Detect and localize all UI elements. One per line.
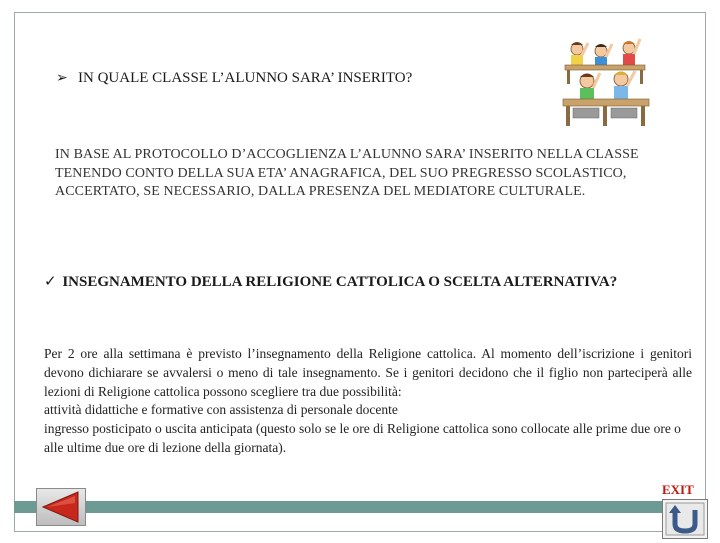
- exit-link[interactable]: EXIT: [662, 482, 694, 497]
- classroom-children-icon: [557, 33, 653, 129]
- bottom-bar: [14, 501, 706, 513]
- answer-class-placement: IN BASE AL PROTOCOLLO D’ACCOGLIENZA L’ALUNNO SARA’ INSERITO NELLA CLASSE TENENDO CONTO DELLA SUA ETA’ ANAGRAFICA, DEL SUO PREGRESSO SCOLASTICO, ACCERTATO, SE NECESSARIO, DALLA PRESENZA DEL MEDIATORE CULTURALE.: [55, 147, 639, 199]
- question-class-placement: [56, 70, 412, 87]
- question-religion: [44, 272, 644, 293]
- back-button[interactable]: [36, 488, 86, 526]
- answer-paragraph: Per 2 ore alla settimana è previsto l’insegnamento della Religione cattolica. Al momento dell’iscrizione i genitori devono dichiarare se avvalersi o meno di tale insegnamento. Se i genitori decidono che il figlio non parteciperà alle lezioni di Religione cattolica possono scegliere tra due possibilità:: [44, 346, 692, 399]
- return-button[interactable]: [662, 499, 708, 539]
- u-turn-return-icon: [663, 500, 707, 538]
- option-activities: attività didattiche e formative con assistenza di personale docente: [44, 402, 398, 418]
- question-text: IN QUALE CLASSE L’ALUNNO SARA’ INSERITO?: [78, 70, 413, 86]
- checkmark-icon: ✓: [44, 274, 57, 290]
- answer-religion: [44, 345, 692, 458]
- option-schedule: ingresso posticipato o uscita anticipata (questo solo se le ore di Religione cattolica sono collocate alle prime due ore o alle ultime due ore di lezione della giornata).: [44, 421, 681, 455]
- triangle-left-icon: [37, 489, 85, 525]
- question-text: INSEGNAMENTO DELLA RELIGIONE CATTOLICA O SCELTA ALTERNATIVA?: [62, 274, 618, 290]
- arrow-bullet-icon: ➢: [56, 71, 68, 86]
